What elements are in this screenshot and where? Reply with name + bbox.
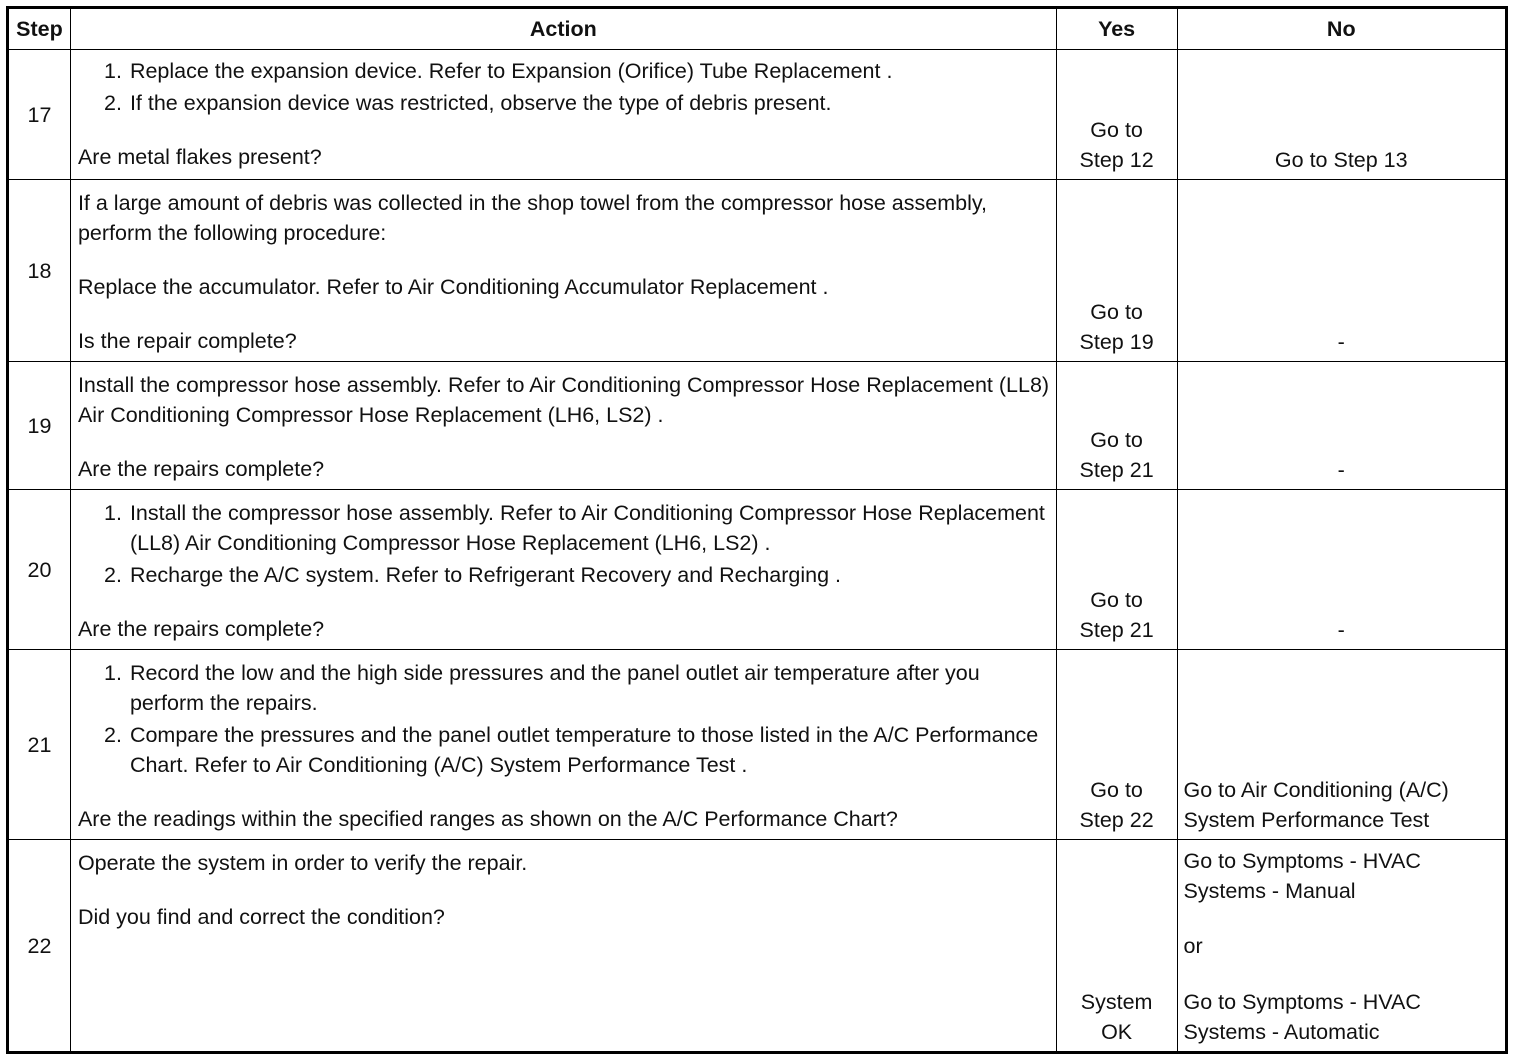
table-row-step-17 <box>8 50 1507 180</box>
yes-line: OK <box>1101 1020 1133 1044</box>
no-line: System Performance Test <box>1183 808 1430 832</box>
action-step: 2. If the expansion device was restricted, observe the type of debris present. <box>128 88 1050 118</box>
header-yes: Yes <box>1056 8 1177 50</box>
action-cell <box>70 840 1056 1053</box>
action-steps <box>78 498 1050 590</box>
instruction-text: Operate the system in order to verify the repair. <box>77 851 528 875</box>
table-row-step-18 <box>8 180 1507 362</box>
no-line: Go to Symptoms - HVAC <box>1183 849 1421 873</box>
intro-text: If a large amount of debris was collected in the shop towel from the compressor hose assembly, perform the following procedure: <box>77 191 987 245</box>
question-text: Did you find and correct the condition? <box>77 905 445 929</box>
step-number: 22 <box>8 840 71 1053</box>
instruction-text: Replace the accumulator. Refer to Air Conditioning Accumulator Replacement . <box>77 275 829 299</box>
action-steps <box>78 56 1050 118</box>
action-step: 1. Replace the expansion device. Refer to Expansion (Orifice) Tube Replacement . <box>128 56 1050 86</box>
action-step: 1. Install the compressor hose assembly. Refer to Air Conditioning Compressor Hose Replacement (LL8) Air Conditioning Compressor Hose Replacement (LH6, LS2) . <box>128 498 1050 558</box>
no-cell: Go to Step 13 <box>1177 50 1506 180</box>
action-cell <box>70 362 1056 490</box>
yes-line: Step 19 <box>1079 330 1154 354</box>
no-cell: - <box>1177 362 1506 490</box>
yes-line: Go to <box>1090 428 1143 452</box>
yes-cell <box>1056 50 1177 180</box>
action-cell <box>70 180 1056 362</box>
step-number: 19 <box>8 362 71 490</box>
step-number: 21 <box>8 650 71 840</box>
step-number: 18 <box>8 180 71 362</box>
yes-line: Step 22 <box>1079 808 1154 832</box>
header-action: Action <box>70 8 1056 50</box>
yes-cell <box>1056 840 1177 1053</box>
no-cell: - <box>1177 490 1506 650</box>
action-steps <box>78 658 1050 780</box>
yes-cell <box>1056 650 1177 840</box>
yes-line: Go to <box>1090 300 1143 324</box>
header-step: Step <box>8 8 71 50</box>
action-cell <box>70 50 1056 180</box>
question-text: Are the repairs complete? <box>77 617 325 641</box>
yes-line: System <box>1080 990 1153 1014</box>
question-text: Is the repair complete? <box>77 329 297 353</box>
action-cell <box>70 490 1056 650</box>
question-text: Are the readings within the specified ranges as shown on the A/C Performance Chart? <box>77 807 898 831</box>
no-line: Systems - Automatic <box>1183 1020 1380 1044</box>
no-cell <box>1177 650 1506 840</box>
no-line: Systems - Manual <box>1183 879 1356 903</box>
action-step: 2. Compare the pressures and the panel outlet temperature to those listed in the A/C Performance Chart. Refer to Air Conditioning (A/C) System Performance Test . <box>128 720 1050 780</box>
yes-cell <box>1056 180 1177 362</box>
yes-line: Step 21 <box>1079 458 1154 482</box>
table-row-step-21 <box>8 650 1507 840</box>
action-step: 2. Recharge the A/C system. Refer to Refrigerant Recovery and Recharging . <box>128 560 1050 590</box>
yes-line: Go to <box>1090 588 1143 612</box>
header-row <box>8 8 1507 50</box>
diagnostic-table <box>6 6 1508 1054</box>
step-number: 20 <box>8 490 71 650</box>
table-row-step-20 <box>8 490 1507 650</box>
question-text: Are the repairs complete? <box>77 457 325 481</box>
table-row-step-22 <box>8 840 1507 1053</box>
yes-cell <box>1056 490 1177 650</box>
header-no: No <box>1177 8 1506 50</box>
no-line: Go to Symptoms - HVAC <box>1183 990 1421 1014</box>
instruction-text: Install the compressor hose assembly. Refer to Air Conditioning Compressor Hose Replacement (LL8) Air Conditioning Compressor Hose Replacement (LH6, LS2) . <box>77 373 1050 427</box>
yes-line: Go to <box>1090 118 1143 142</box>
no-cell: - <box>1177 180 1506 362</box>
no-cell <box>1177 840 1506 1053</box>
yes-line: Step 12 <box>1079 148 1154 172</box>
step-number: 17 <box>8 50 71 180</box>
question-text: Are metal flakes present? <box>77 145 322 169</box>
action-cell <box>70 650 1056 840</box>
yes-line: Go to <box>1090 778 1143 802</box>
yes-line: Step 21 <box>1079 618 1154 642</box>
table-row-step-19 <box>8 362 1507 490</box>
or-text: or <box>1183 934 1203 958</box>
no-line: Go to Air Conditioning (A/C) <box>1183 778 1449 802</box>
action-step: 1. Record the low and the high side pressures and the panel outlet air temperature after you perform the repairs. <box>128 658 1050 718</box>
yes-cell <box>1056 362 1177 490</box>
